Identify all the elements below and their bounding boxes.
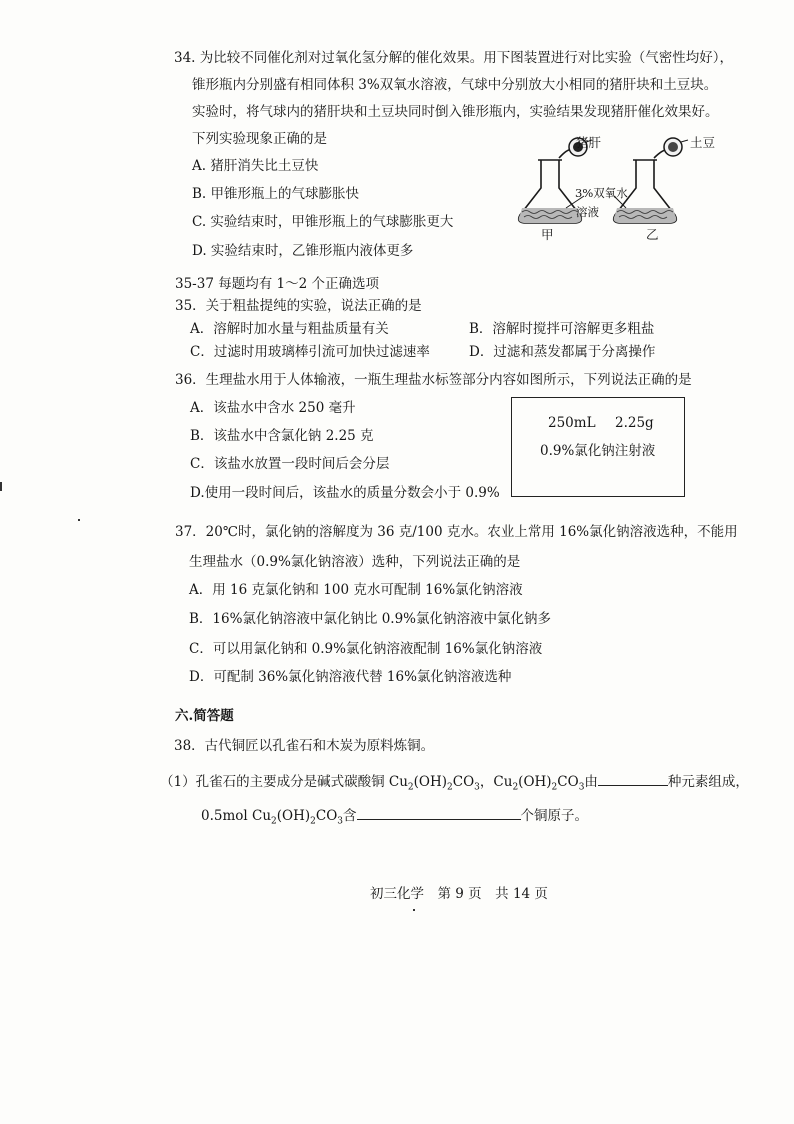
q34-option-a: A. 猪肝消失比土豆快 xyxy=(192,158,319,174)
label-solution-2: 溶液 xyxy=(576,205,599,219)
q36-option-a: A．该盐水中含水 250 毫升 xyxy=(190,400,356,416)
q38-sub1-text-b: ， xyxy=(479,774,494,790)
q36-option-d: D.使用一段时间后，该盐水的质量分数会小于 0.9% xyxy=(190,485,500,501)
saline-name: 0.9%氯化钠注射液 xyxy=(540,443,656,459)
formula-2: $Cu_2(OH)_2CO_3$ xyxy=(493,774,585,793)
formula-3: $Cu_2(OH)_2CO_3$ xyxy=(252,808,344,827)
label-jia: 甲 xyxy=(541,227,554,242)
q37-stem-line2: 生理盐水（0.9%氯化钠溶液）选种，下列说法正确的是 xyxy=(189,554,521,570)
q34-option-d: D. 实验结束时，乙锥形瓶内液体更多 xyxy=(192,243,414,259)
q37-option-c: C．可以用氯化钠和 0.9%氯化钠溶液配制 16%氯化钠溶液 xyxy=(189,641,543,657)
label-yi: 乙 xyxy=(646,227,659,242)
q38-sub1-text-d: 种元素组成， xyxy=(667,774,749,790)
q34-option-b: B. 甲锥形瓶上的气球膨胀快 xyxy=(192,186,360,202)
q38-sub2-text-c: 个铜原子。 xyxy=(520,808,589,824)
scan-mark xyxy=(0,482,2,491)
saline-volume: 250mL xyxy=(548,415,596,431)
q35-option-a: A．溶解时加水量与粗盐质量有关 xyxy=(190,321,389,337)
q36-stem: 36．生理盐水用于人体输液，一瓶生理盐水标签部分内容如图所示，下列说法正确的是 xyxy=(175,372,692,388)
potato-piece xyxy=(668,142,678,152)
q37-option-b: B．16%氯化钠溶液中氯化钠比 0.9%氯化钠溶液中氯化钠多 xyxy=(189,611,552,627)
saline-label-box xyxy=(511,397,685,497)
formula-1: $Cu_2(OH)_2CO_3$ xyxy=(388,774,480,793)
q36-option-b: B．该盐水中含氯化钠 2.25 克 xyxy=(190,428,374,444)
answer-blank-elements[interactable] xyxy=(598,771,668,786)
label-solution-1: 3%双氧水 xyxy=(575,186,628,200)
q38-sub2 xyxy=(201,805,588,831)
q35-stem: 35．关于粗盐提纯的实验，说法正确的是 xyxy=(175,298,422,314)
q36-option-c: C．该盐水放置一段时间后会分层 xyxy=(190,456,390,472)
q38-sub2-text-b: 含 xyxy=(343,808,357,824)
answer-blank-atoms[interactable] xyxy=(357,805,521,820)
q35-option-c: C．过滤时用玻璃棒引流可加快过滤速率 xyxy=(190,344,430,360)
q38-sub2-text-a: 0.5mol xyxy=(201,808,253,824)
q34-stem-line3: 实验时，将气球内的猪肝块和土豆块同时倒入锥形瓶内，实验结果发现猪肝催化效果好。 xyxy=(192,104,719,120)
q34-stem-line4: 下列实验现象正确的是 xyxy=(192,131,327,147)
q34-stem-line2: 锥形瓶内分别盛有相同体积 3%双氧水溶液，气球中分别放大小相同的猪肝块和土豆块。 xyxy=(192,77,718,93)
section-6-title: 六.简答题 xyxy=(175,708,234,724)
q37-option-a: A．用 16 克氯化钠和 100 克水可配制 16%氯化钠溶液 xyxy=(189,582,523,598)
page-footer: 初三化学 第 9 页 共 14 页 xyxy=(370,886,548,902)
section-note: 35-37 每题均有 1～2 个正确选项 xyxy=(175,276,379,292)
q38-sub1 xyxy=(160,771,749,797)
q34-stem-line1: 34. 为比较不同催化剂对过氧化氢分解的催化效果。用下图装置进行对比实验（气密性均好）， xyxy=(174,50,734,66)
q38-stem: 38．古代铜匠以孔雀石和木炭为原料炼铜。 xyxy=(174,738,435,754)
scan-dot xyxy=(413,909,415,911)
label-liver: 猪肝 xyxy=(576,135,602,150)
q35-option-d: D．过滤和蒸发都属于分离操作 xyxy=(469,344,656,360)
q38-sub1-text-c: 由 xyxy=(584,774,598,790)
q38-sub1-text-a: （1）孔雀石的主要成分是碱式碳酸铜 xyxy=(160,774,389,790)
saline-mass: 2.25g xyxy=(615,415,654,431)
q35-option-b: B．溶解时搅拌可溶解更多粗盐 xyxy=(469,321,655,337)
scan-dot xyxy=(78,519,80,521)
q34-option-c: C. 实验结束时，甲锥形瓶上的气球膨胀更大 xyxy=(192,214,454,230)
q37-option-d: D．可配制 36%氯化钠溶液代替 16%氯化钠溶液选种 xyxy=(189,669,512,685)
q37-stem-line1: 37．20℃时，氯化钠的溶解度为 36 克/100 克水。农业上常用 16%氯化钠溶液选种，不能用 xyxy=(175,524,738,540)
label-potato: 土豆 xyxy=(690,135,716,150)
